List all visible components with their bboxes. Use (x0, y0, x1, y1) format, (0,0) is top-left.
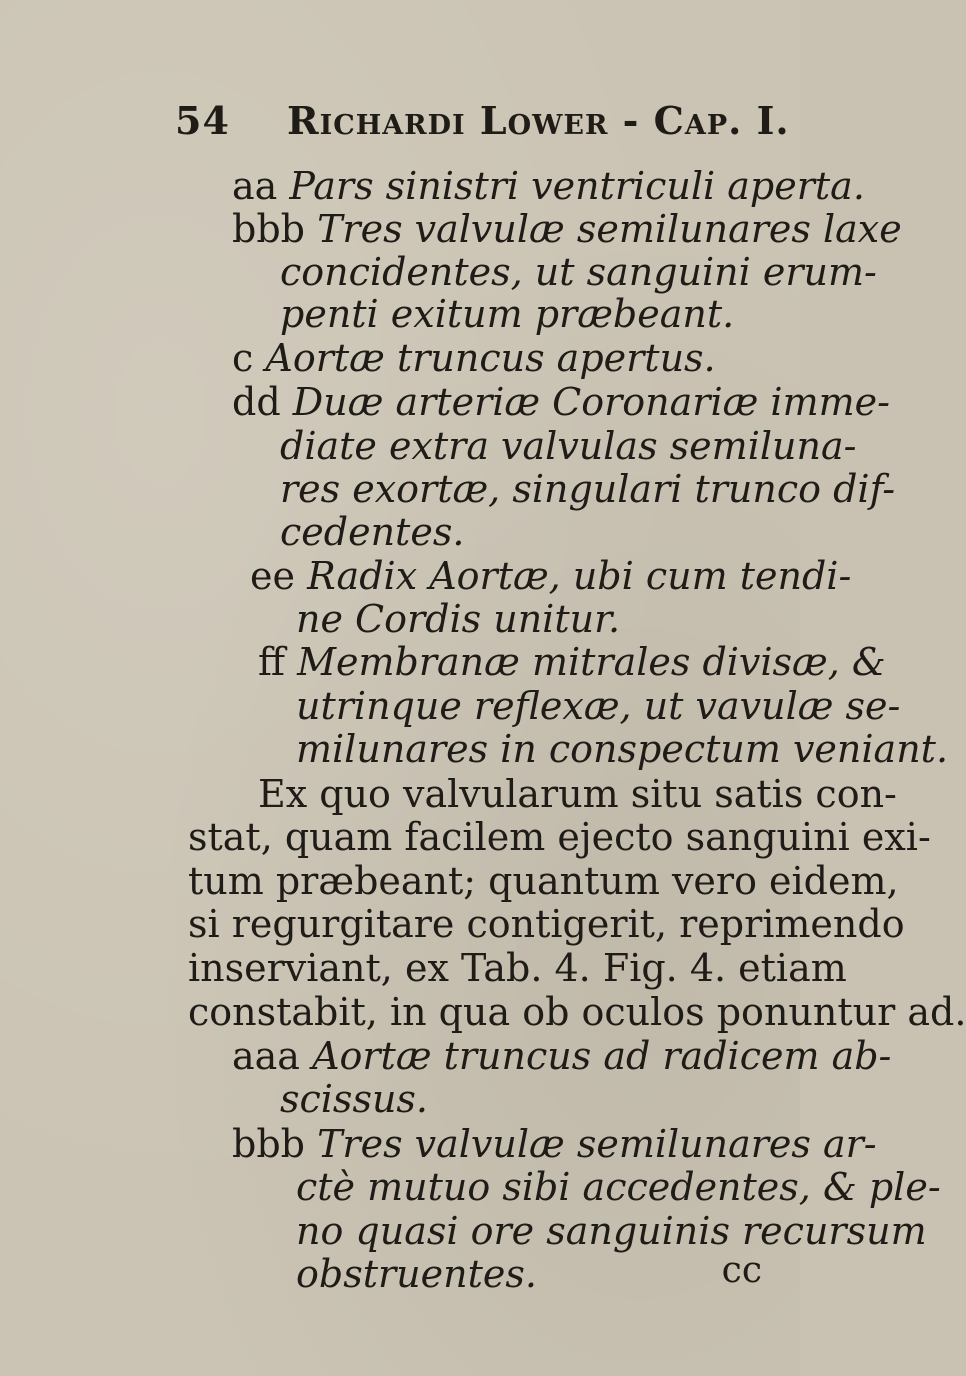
legend-bbb (232, 205, 902, 253)
body-line: si regurgitare contigerit, reprimendo (188, 902, 905, 946)
body-line: constabit, in qua ob oculos ponuntur ad. (188, 990, 966, 1034)
legend-marker: ff (258, 640, 285, 684)
legend-text: Pars sinistri ventriculi aperta. (289, 164, 865, 208)
legend-marker: c (232, 336, 254, 380)
legend-line: milunares in conspectum veniant. (296, 727, 949, 771)
legend-marker: aaa (232, 1034, 300, 1078)
legend-text: Radix Aortæ, ubi cum tendi- (307, 554, 852, 598)
legend-line: no quasi ore sanguinis recursum (296, 1209, 927, 1253)
legend-c (232, 334, 716, 382)
legend-marker: aa (232, 164, 278, 208)
legend-line: obstruentes. (296, 1252, 537, 1296)
legend-marker: ee (250, 554, 295, 598)
running-title: Richardi Lower - Cap. I. (287, 98, 790, 143)
body-line: inserviant, ex Tab. 4. Fig. 4. etiam (188, 946, 847, 990)
legend-line: ne Cordis unitur. (296, 597, 621, 641)
legend-line: diate extra valvulas semiluna- (280, 424, 857, 468)
legend-line: ctè mutuo sibi accedentes, & ple- (296, 1165, 941, 1209)
body-line: tum præbeant; quantum vero eidem, (188, 859, 899, 903)
legend-line: concidentes, ut sanguini erum- (280, 250, 877, 294)
legend-line: scissus. (280, 1077, 428, 1121)
legend-text: Tres valvulæ semilunares ar- (317, 1122, 877, 1166)
legend-marker: dd (232, 380, 281, 424)
legend-line: utrinque reflexæ, ut vavulæ se- (296, 684, 901, 728)
page-number: 54 (175, 98, 230, 143)
legend-dd (232, 378, 890, 426)
legend-text: Membranæ mitrales divisæ, & (297, 640, 886, 684)
body-line: stat, quam facilem ejecto sanguini exi- (188, 815, 931, 859)
legend-marker: bbb (232, 207, 305, 251)
page-header (175, 98, 790, 158)
legend-text: Aortæ truncus apertus. (265, 336, 716, 380)
legend-marker: bbb (232, 1122, 305, 1166)
body-line: Ex quo valvularum situ satis con- (258, 772, 897, 816)
legend-aaa (232, 1032, 891, 1080)
legend-text: Duæ arteriæ Coronariæ imme- (292, 380, 890, 424)
legend-line: cedentes. (280, 510, 465, 554)
legend-ff (258, 638, 886, 686)
legend-text: Tres valvulæ semilunares laxe (317, 207, 902, 251)
legend-line: penti exitum præbeant. (280, 292, 735, 336)
catchword: cc (721, 1250, 762, 1291)
legend-text: Aortæ truncus ad radicem ab- (312, 1034, 892, 1078)
legend-aa (232, 162, 865, 210)
legend-bbb-2 (232, 1120, 877, 1168)
legend-line: res exortæ, singulari trunco dif- (280, 467, 896, 511)
legend-ee (250, 552, 851, 600)
